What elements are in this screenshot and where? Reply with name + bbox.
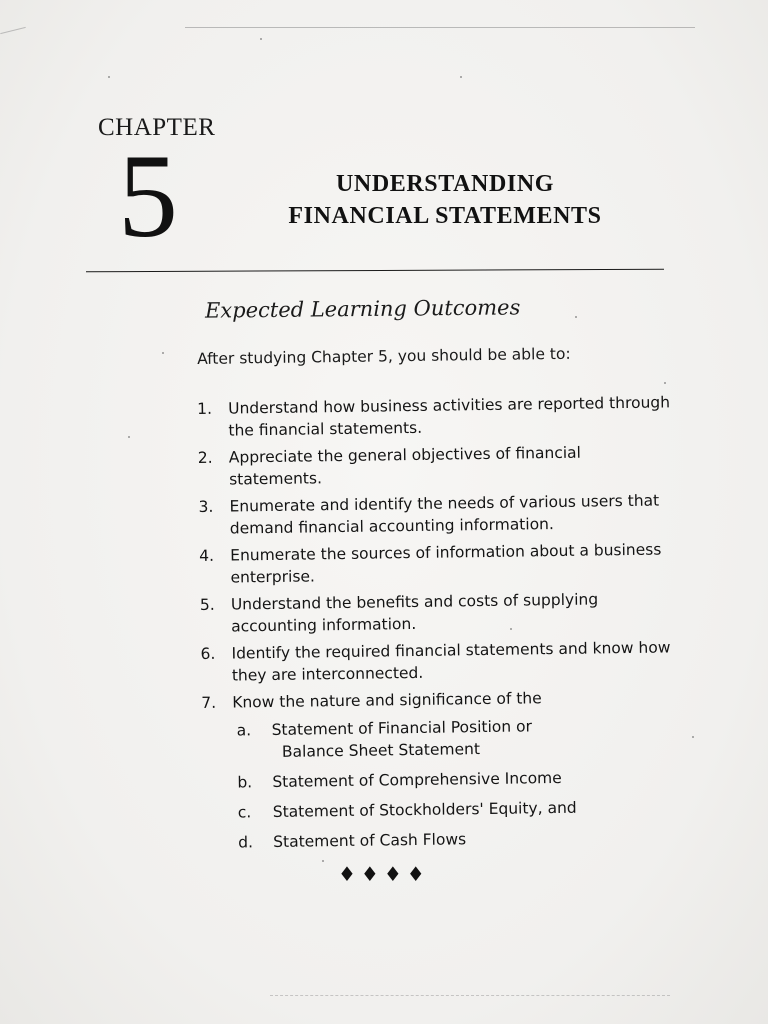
scan-artifact-top-line [185, 27, 695, 28]
end-of-list-diamonds: ♦♦♦♦ [338, 862, 430, 886]
sublist-item-letter: c. [237, 803, 252, 822]
outcomes-intro: After studying Chapter 5, you should be able to: [197, 344, 571, 368]
list-item-text: Appreciate the general objectives of financial statements. [228, 443, 582, 489]
list-item [199, 538, 680, 589]
section-divider [86, 269, 664, 273]
sublist-item-letter: a. [236, 721, 252, 740]
list-item-text: Identify the required financial statements and know how they are interconnected. [231, 638, 671, 685]
list-item-number: 1. [197, 399, 213, 418]
scan-artifact-bottom-line [270, 995, 670, 996]
list-item [200, 587, 681, 638]
list-item-text: Understand the benefits and costs of supplying accounting information. [230, 590, 599, 636]
statements-sublist [232, 713, 683, 853]
list-item-number: 3. [198, 497, 214, 516]
sublist-item-text: Statement of Cash Flows [273, 830, 467, 851]
scan-speck [664, 382, 666, 384]
sublist-item-text: Statement of Stockholders' Equity, and [272, 798, 577, 821]
sublist-item-text: Statement of Comprehensive Income [272, 768, 562, 791]
chapter-title-line-1: UNDERSTANDING [335, 171, 555, 197]
list-item [197, 391, 678, 442]
list-item [198, 489, 679, 540]
scan-speck [108, 76, 110, 78]
scan-speck [162, 352, 164, 354]
list-item-number: 4. [199, 546, 215, 565]
list-item-text: Know the nature and significance of the [232, 689, 542, 712]
list-item-number: 7. [201, 693, 217, 712]
list-item [198, 440, 679, 491]
list-item-text: Enumerate the sources of information about a business enterprise. [230, 540, 662, 587]
sublist-item-letter: d. [238, 833, 254, 852]
outcomes-heading: Expected Learning Outcomes [204, 295, 521, 323]
sublist-item-text: Statement of Financial Position or [271, 717, 533, 739]
outcomes-list [197, 391, 683, 862]
scan-speck [575, 316, 577, 318]
list-item-text: Enumerate and identify the needs of various users that demand financial accounting information. [229, 491, 660, 538]
scan-artifact-corner [0, 27, 25, 34]
scan-speck [128, 436, 130, 438]
list-item-number: 2. [197, 448, 213, 467]
sublist-item-letter: b. [237, 773, 253, 792]
sublist-item [238, 795, 683, 823]
scan-speck [260, 38, 262, 40]
sublist-item [238, 825, 683, 853]
scan-speck [460, 76, 462, 78]
list-item [201, 685, 683, 854]
sublist-item [237, 765, 682, 793]
chapter-label: CHAPTER [98, 114, 216, 141]
chapter-number: 5 [118, 129, 178, 262]
list-item-number: 6. [200, 644, 216, 663]
scan-speck [692, 736, 694, 738]
chapter-title-line-2: FINANCIAL STATEMENTS [288, 203, 602, 229]
sublist-item [236, 713, 682, 763]
chapter-title [240, 168, 650, 232]
scan-speck [322, 860, 324, 862]
list-item [200, 636, 681, 687]
list-item-text: Understand how business activities are reported through the financial statements. [228, 393, 671, 440]
list-item-number: 5. [199, 595, 215, 614]
sublist-item-text-continued: Balance Sheet Statement [281, 740, 481, 761]
scan-speck [510, 628, 512, 630]
